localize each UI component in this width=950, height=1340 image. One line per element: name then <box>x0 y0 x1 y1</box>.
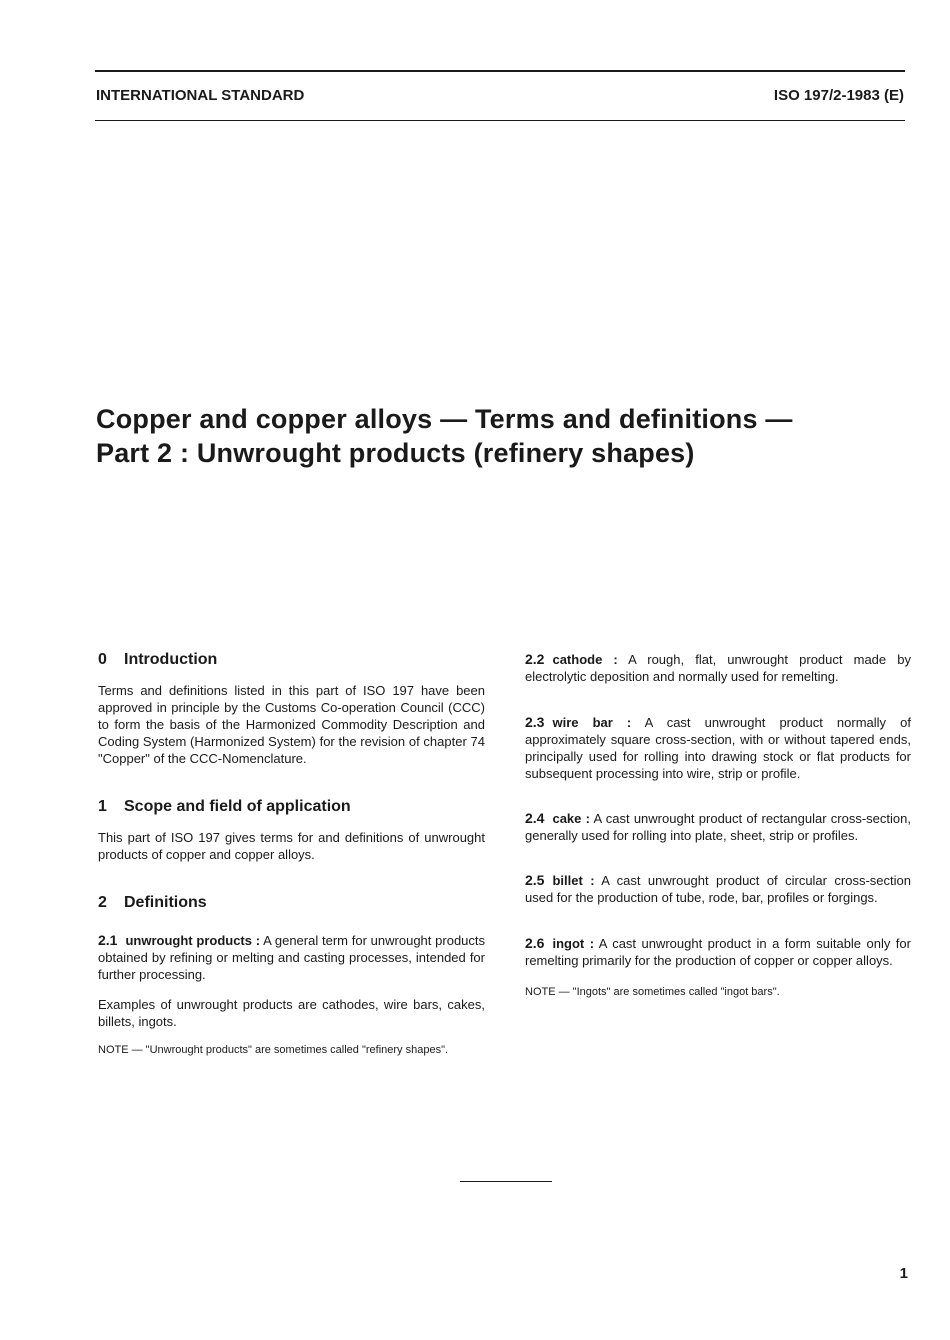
section-number: 1 <box>98 798 107 815</box>
clause-definition: A general term for unwrought products obtained by refining or melting and casting processes, intended for further processing. <box>98 933 486 982</box>
clause-2-1 <box>98 932 485 983</box>
clause-term: cake : <box>552 811 590 826</box>
clause-definition: A cast unwrought product in a form suitable only for remelting primarily for the production of copper or copper alloys. <box>525 936 911 968</box>
section-title: Definitions <box>124 894 207 911</box>
document-type-label: INTERNATIONAL STANDARD <box>96 87 305 104</box>
clause-term: cathode : <box>552 652 618 667</box>
title-line-2: Part 2 : Unwrought products (refinery shapes) <box>96 438 695 468</box>
clause-2-5 <box>525 872 911 906</box>
clause-definition: A rough, flat, unwrought product made by electrolytic deposition and normally used for remelting. <box>525 652 911 684</box>
clause-number: 2.1 <box>98 932 118 948</box>
section-number: 0 <box>98 651 107 668</box>
section-title: Introduction <box>124 651 218 668</box>
clause-2-1-examples: Examples of unwrought products are cathodes, wire bars, cakes, billets, ingots. <box>98 997 485 1029</box>
clause-2-2 <box>525 651 911 685</box>
standard-number: ISO 197/2-1983 (E) <box>773 87 904 104</box>
page-number: 1 <box>899 1265 908 1282</box>
clause-definition: A cast unwrought product of rectangular cross-section, generally used for rolling into plate, sheet, strip or profiles. <box>525 811 911 843</box>
title-line-1: Copper and copper alloys — Terms and definitions — <box>96 404 793 434</box>
clause-2-6-note: NOTE — "Ingots" are sometimes called "ingot bars". <box>525 986 780 998</box>
clause-number: 2.4 <box>525 810 545 826</box>
end-of-text-rule <box>460 1181 552 1182</box>
clause-2-1-note: NOTE — "Unwrought products" are sometimes called "refinery shapes". <box>98 1044 449 1056</box>
clause-2-6 <box>525 935 911 969</box>
clause-number: 2.6 <box>525 935 545 951</box>
left-column <box>98 650 485 1058</box>
clause-2-3 <box>525 714 911 782</box>
right-column <box>525 651 911 1000</box>
scope-text: This part of ISO 197 gives terms for and definitions of unwrought products of copper and copper alloys. <box>98 830 485 862</box>
header-bottom-rule <box>95 120 905 121</box>
section-heading-definitions <box>98 893 485 913</box>
clause-term: unwrought products : <box>125 933 261 948</box>
header-top-rule <box>95 70 905 72</box>
clause-definition: A cast unwrought product normally of approximately square cross-section, with or without tapered ends, principally used for rolling into drawing stock or flat products for subsequent processing into wire, strip or profile. <box>525 715 911 781</box>
section-title: Scope and field of application <box>124 798 351 815</box>
clause-number: 2.3 <box>525 714 545 730</box>
clause-definition: A cast unwrought product of circular cross-section used for the production of tube, rode, bar, profiles or forgings. <box>525 873 911 905</box>
section-heading-scope <box>98 797 485 817</box>
document-title <box>96 402 793 470</box>
clause-2-4 <box>525 810 911 844</box>
introduction-text: Terms and definitions listed in this part of ISO 197 have been approved in principle by the Customs Co-operation Council (CCC) to form the basis of the Harmonized Commodity Description and Coding System (Harmonized System) for the revision of chapter 74 "Copper" of the CCC-Nomenclature. <box>98 683 485 766</box>
clause-number: 2.5 <box>525 872 545 888</box>
clause-term: ingot : <box>552 936 595 951</box>
section-number: 2 <box>98 894 107 911</box>
clause-term: wire bar : <box>552 715 632 730</box>
section-heading-introduction <box>98 650 485 670</box>
clause-term: billet : <box>552 873 595 888</box>
clause-number: 2.2 <box>525 651 545 667</box>
